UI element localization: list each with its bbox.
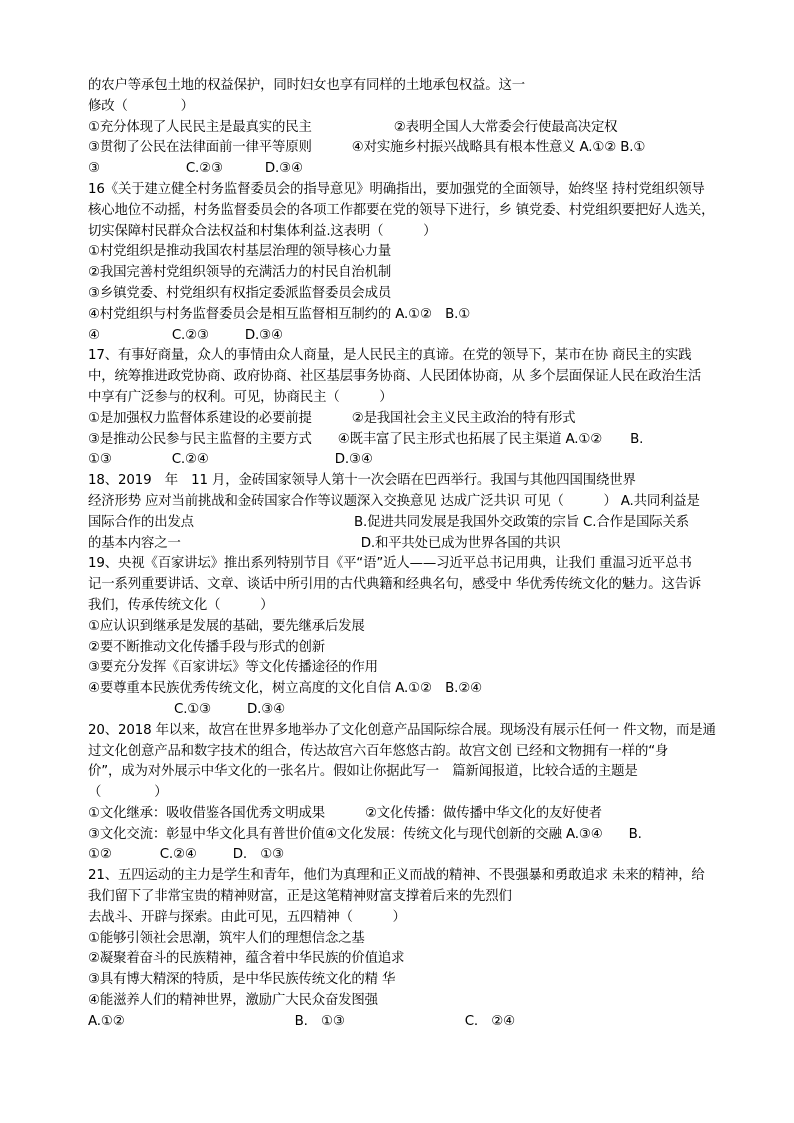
text-line: [88, 180, 728, 201]
text-segment: ①文化继承：吸收借鉴各国优秀文明成果: [88, 805, 325, 821]
text-segment: ③具有博大精深的特质，是中华民族传统文化的精 华: [88, 972, 396, 988]
text-segment: ①村党组织是推动我国农村基层治理的领导核心力量: [88, 244, 392, 260]
text-line: [88, 1012, 728, 1033]
text-segment: ④要尊重本民族优秀传统文化，树立高度的文化自信 A.①② B.②④: [88, 681, 482, 697]
text-line: [88, 845, 728, 866]
text-line: [88, 534, 728, 555]
text-segment: （ ）: [88, 785, 168, 801]
text-segment: ③是推动公民参与民主监督的主要方式: [88, 431, 312, 447]
text-segment: 国际合作的出发点: [88, 514, 194, 530]
text-segment: 18、2019 年 11 月，金砖国家领导人第十一次会晤在巴西举行。我国与其他四国围绕世界: [88, 473, 636, 489]
text-segment: 我们，传承传统文化（ ）: [88, 597, 274, 613]
text-line: [88, 742, 728, 763]
text-segment: C.②③: [171, 327, 209, 343]
text-segment: A.共同利益是: [620, 493, 700, 509]
text-segment: ①是加强权力监督体系建设的必要前提: [88, 410, 312, 426]
text-segment: 20、2018 年以来，故宫在世界多地举办了文化创意产品国际综合展。现场没有展示任何一 件文物，而是通: [88, 722, 716, 738]
text-segment: ②要不断推动文化传播手段与形式的创新: [88, 639, 325, 655]
text-line: [88, 430, 728, 451]
text-segment: ④既丰富了民主形式也拓展了民主渠道 A.①②: [337, 431, 603, 447]
text-segment: ②文化传播：做传播中华文化的友好使者: [364, 805, 602, 821]
text-line: [88, 159, 728, 180]
text-segment: ④: [88, 327, 100, 343]
text-line: [88, 222, 728, 243]
text-line: [88, 471, 728, 492]
text-line: [88, 658, 728, 679]
text-line: [88, 201, 728, 222]
text-segment: A.①②: [88, 1013, 125, 1029]
document-page: [88, 76, 728, 1033]
text-line: [88, 762, 728, 783]
text-segment: B. ①③: [294, 1013, 345, 1029]
text-segment: 核心地位不动摇，村务监督委员会的各项工作都要在党的领导下进行，乡 镇党委、村党组织要把好人选关，: [88, 202, 715, 218]
text-line: [88, 346, 728, 367]
text-segment: ①能够引领社会思潮，筑牢人们的理想信念之基: [88, 930, 365, 946]
text-segment: 我们留下了非常宝贵的精神财富，正是这笔精神财富支撑着后来的先烈们: [88, 889, 512, 905]
text-line: [88, 804, 728, 825]
text-line: [88, 305, 728, 326]
text-segment: D. ①③: [232, 847, 284, 863]
text-segment: ①②: [88, 847, 112, 863]
text-line: [88, 929, 728, 950]
text-line: [88, 825, 728, 846]
text-segment: ③乡镇党委、村党组织有权指定委派监督委员会成员: [88, 285, 392, 301]
text-line: [88, 97, 728, 118]
text-segment: 17、有事好商量，众人的事情由众人商量，是人民民主的真谛。在党的领导下，某市在协 商民主的实践: [88, 348, 692, 364]
text-segment: ③贯彻了公民在法律面前一律平等原则: [88, 140, 312, 156]
text-segment: ①充分体现了人民民主是最真实的民主: [88, 119, 312, 135]
text-segment: D.③④: [247, 701, 285, 717]
text-segment: 21、五四运动的主力是学生和青年，他们为真理和正义而战的精神、不畏强暴和勇敢追求 未来的精神，给: [88, 868, 705, 884]
text-segment: 切实保障村民群众合法权益和村集体利益.这表明（ ）: [88, 223, 437, 239]
text-line: [88, 263, 728, 284]
text-segment: B.: [628, 826, 642, 842]
text-segment: D.③④: [244, 327, 283, 343]
text-line: [88, 866, 728, 887]
text-line: [88, 887, 728, 908]
text-line: [88, 513, 728, 534]
text-line: [88, 991, 728, 1012]
text-line: [88, 326, 728, 347]
text-segment: ②凝聚着奋斗的民族精神，蕴含着中华民族的价值追求: [88, 951, 405, 967]
text-line: [88, 908, 728, 929]
text-line: [88, 970, 728, 991]
text-line: [88, 450, 728, 471]
text-segment: 16《关于建立健全村务监督委员会的指导意见》明确指出，要加强党的全面领导，始终坚 持村党组织领导: [88, 181, 705, 197]
text-line: [88, 118, 728, 139]
text-segment: B.促进共同发展是我国外交政策的宗旨 C.合作是国际关系: [353, 514, 690, 530]
text-segment: C.②④: [171, 452, 209, 468]
text-line: [88, 575, 728, 596]
text-segment: ②是我国社会主义民主政治的特有形式: [351, 410, 576, 426]
text-segment: ①③: [88, 452, 112, 468]
text-line: [88, 638, 728, 659]
text-line: [88, 284, 728, 305]
text-segment: 经济形势 应对当前挑战和金砖国家合作等议题深入交换意见 达成广泛共识 可见（ ）: [88, 493, 617, 509]
text-segment: C.②④: [159, 847, 197, 863]
text-line: [88, 388, 728, 409]
text-line: [88, 783, 728, 804]
text-line: [88, 242, 728, 263]
text-segment: ③: [88, 161, 100, 177]
text-segment: ④村党组织与村务监督委员会是相互监督相互制约的 A.①② B.①: [88, 306, 471, 322]
text-segment: ①应认识到继承是发展的基础，要先继承后发展: [88, 618, 365, 634]
text-segment: 中，统筹推进政党协商、政府协商、社区基层事务协商、人民团体协商，从 多个层面保证人民在政治生活: [88, 369, 702, 385]
text-line: [88, 721, 728, 742]
text-line: [88, 492, 728, 513]
text-segment: C.①③: [174, 701, 212, 717]
text-line: [88, 409, 728, 430]
text-segment: C.②③: [185, 161, 223, 177]
text-segment: D.和平共处已成为世界各国的共识: [360, 535, 561, 551]
text-line: [88, 617, 728, 638]
text-segment: 19、央视《百家讲坛》推出系列特别节目《平“语”近人——习近平总书记用典，让我们 重温习近平总书: [88, 556, 692, 572]
text-line: [88, 596, 728, 617]
text-segment: ④对实施乡村振兴战略具有根本性意义 A.①② B.①: [351, 140, 646, 156]
text-segment: ③要充分发挥《百家讲坛》等文化传播途径的作用: [88, 660, 378, 676]
text-segment: 过文化创意产品和数字技术的组合，传达故宫六百年悠悠古韵。故宫文创 已经和文物拥有一样的“身: [88, 743, 669, 759]
text-line: [88, 700, 728, 721]
text-line: [88, 679, 728, 700]
text-segment: ④能滋养人们的精神世界，激励广大民众奋发图强: [88, 993, 378, 1009]
text-line: [88, 138, 728, 159]
text-segment: C. ②④: [464, 1013, 515, 1029]
text-line: [88, 76, 728, 97]
text-segment: 的农户等承包土地的权益保护，同时妇女也享有同样的土地承包权益。这一: [88, 78, 525, 93]
text-line: [88, 554, 728, 575]
text-segment: 中享有广泛参与的权利。可见，协商民主（ ）: [88, 389, 393, 405]
text-line: [88, 949, 728, 970]
text-segment: D.③④: [264, 161, 303, 177]
text-segment: 的基本内容之一: [88, 535, 181, 551]
text-segment: 价”，成为对外展示中华文化的一张名片。假如让你据此写一 篇新闻报道，比较合适的主题是: [88, 764, 638, 780]
text-segment: B.: [630, 431, 644, 447]
text-segment: ③文化交流：彰显中华文化具有普世价值④文化发展：传统文化与现代创新的交融 A.③④: [88, 826, 603, 842]
text-line: [88, 367, 728, 388]
text-segment: ②我国完善村党组织领导的充满活力的村民自治机制: [88, 265, 392, 281]
text-segment: ②表明全国人大常委会行使最高决定权: [393, 119, 618, 135]
text-segment: D.③④: [334, 452, 373, 468]
text-segment: 修改（ ）: [88, 98, 194, 114]
text-segment: 记一系列重要讲话、文章、谈话中所引用的古代典籍和经典名句，感受中 华优秀传统文化的魅力。这告诉: [88, 577, 702, 593]
text-segment: 去战斗、开辟与探索。由此可见，五四精神（ ）: [88, 909, 406, 925]
